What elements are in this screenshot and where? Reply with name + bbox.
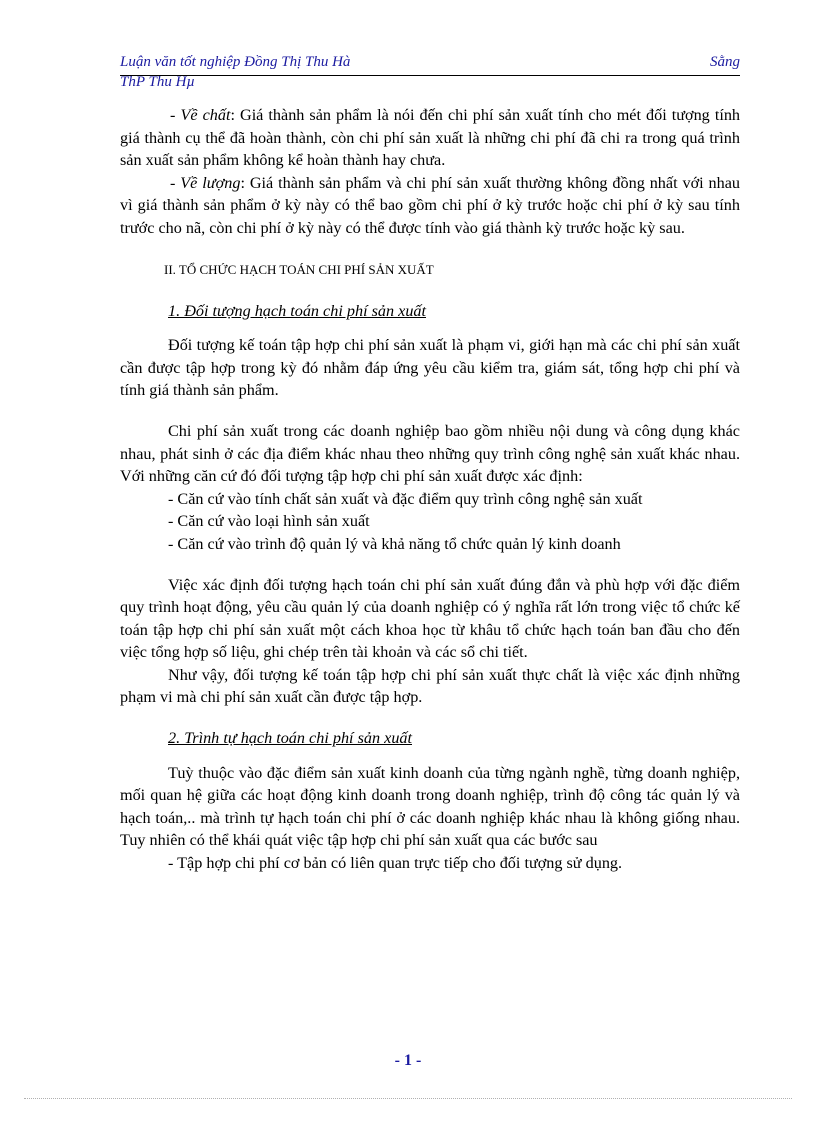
paragraph-conclusion: Như vậy, đối tượng kế toán tập hợp chi phí sản xuất thực chất là việc xác định những phạm vi mà chi phí sản xuất cần được tập hợp. [120, 665, 740, 707]
dash-marker: - [170, 173, 181, 192]
list-item: - Căn cứ vào trình độ quản lý và khả năng tổ chức quản lý kinh doanh [168, 534, 621, 553]
document-body [120, 104, 740, 875]
paragraph-object-definition: Đối tượng kế toán tập hợp chi phí sản xuất là phạm vi, giới hạn mà các chi phí sản xuất cần được tập hợp trong kỳ đó nhằm đáp ứng yêu cầu kiểm tra, giám sát, tổng hợp chi phí và tính giá thành sản phẩm. [120, 336, 740, 400]
spacer [120, 322, 740, 334]
header-line [120, 54, 740, 74]
paragraph-cost-content: Chi phí sản xuất trong các doanh nghiệp bao gồm nhiều nội dung và công dụng khác nhau, phát sinh ở các địa điểm khác nhau theo những quy trình công nghệ sản xuất khác nhau. Với những căn cứ đó đối tượng tập hợp chi phí sản xuất được xác định: [120, 421, 740, 486]
page-number: - 1 - [394, 1052, 422, 1069]
paragraph-quantity-label: Về lượng [180, 173, 241, 192]
list-item: - Tập hợp chi phí cơ bản có liên quan trực tiếp cho đối tượng sử dụng. [168, 854, 623, 873]
spacer [120, 709, 740, 727]
page-bottom-border [24, 1098, 792, 1099]
subsection-title-1: 1. Đối tượng hạch toán chi phí sản xuất [168, 301, 427, 320]
paragraph-quantity-text: : Giá thành sản phẩm và chi phí sản xuất thường không đồng nhất với nhau vì giá thành sản phẩm ở kỳ này có thể bao gồm chi phí ở kỳ trước hoặc chi phí ở kỳ sau tính trước cho nã, còn chi phí ở kỳ này có thể được tính vào giá thành kỳ trước hoặc kỳ sau. [120, 173, 740, 237]
header-author: Luận văn tốt nghiệp Đồng Thị Thu Hà [120, 54, 351, 70]
subsection-title-2: 2. Trình tự hạch toán chi phí sản xuất [168, 729, 412, 748]
paragraph-quantity [120, 172, 740, 240]
spacer [120, 240, 740, 261]
header-divider [120, 75, 740, 76]
spacer [120, 279, 740, 300]
spacer [120, 402, 740, 420]
paragraph-quality-label: Về chất [180, 106, 231, 124]
paragraph-determination: Việc xác định đối tượng hạch toán chi phí sản xuất đúng đắn và phù hợp với đặc điểm quy trình hoạt động, yêu cầu quản lý của doanh nghiệp có ý nghĩa rất lớn trong việc tổ chức kế toán tập hợp chi phí sản xuất một cách khoa học từ khâu tổ chức hạch toán ban đầu cho đến việc tổng hợp số liệu, ghi chép trên tài khoản và các sổ chi tiết. [120, 575, 740, 662]
paragraph-quality-text: : Giá thành sản phẩm là nói đến chi phí sản xuất tính cho mét đối tượng tính giá thành cụ thể đã hoàn thành, còn chi phí sản xuất là những chi phí đã chi ra trong quá trình sản xuất sản phẩm không kể hoàn thành hay chưa. [120, 106, 741, 170]
header-right-text: Sằng [710, 54, 740, 70]
spacer [120, 556, 740, 574]
paragraph-quality [120, 104, 740, 172]
spacer [120, 750, 740, 762]
header-name-continued: ThP Thu Hµ [120, 74, 196, 90]
dash-marker: - [170, 106, 181, 124]
paragraph-procedure: Tuỳ thuộc vào đặc điểm sản xuất kinh doanh của từng ngành nghề, từng doanh nghiệp, mối quan hệ giữa các hoạt động kinh doanh trong doanh nghiệp, trình độ công tác quản lý và hạch toán,.. mà trình tự hạch toán chi phí ở các doanh nghiệp khác nhau là không giống nhau. Tuy nhiên có thể khái quát việc tập hợp chi phí sản xuất qua các bước sau [120, 763, 740, 850]
list-item: - Căn cứ vào loại hình sản xuất [168, 512, 370, 531]
page-header [120, 54, 740, 90]
section-title: II. TỔ CHỨC HẠCH TOÁN CHI PHÍ SẢN XUẤT [164, 261, 434, 277]
list-item: - Căn cứ vào tính chất sản xuất và đặc điểm quy trình công nghệ sản xuất [168, 489, 643, 508]
